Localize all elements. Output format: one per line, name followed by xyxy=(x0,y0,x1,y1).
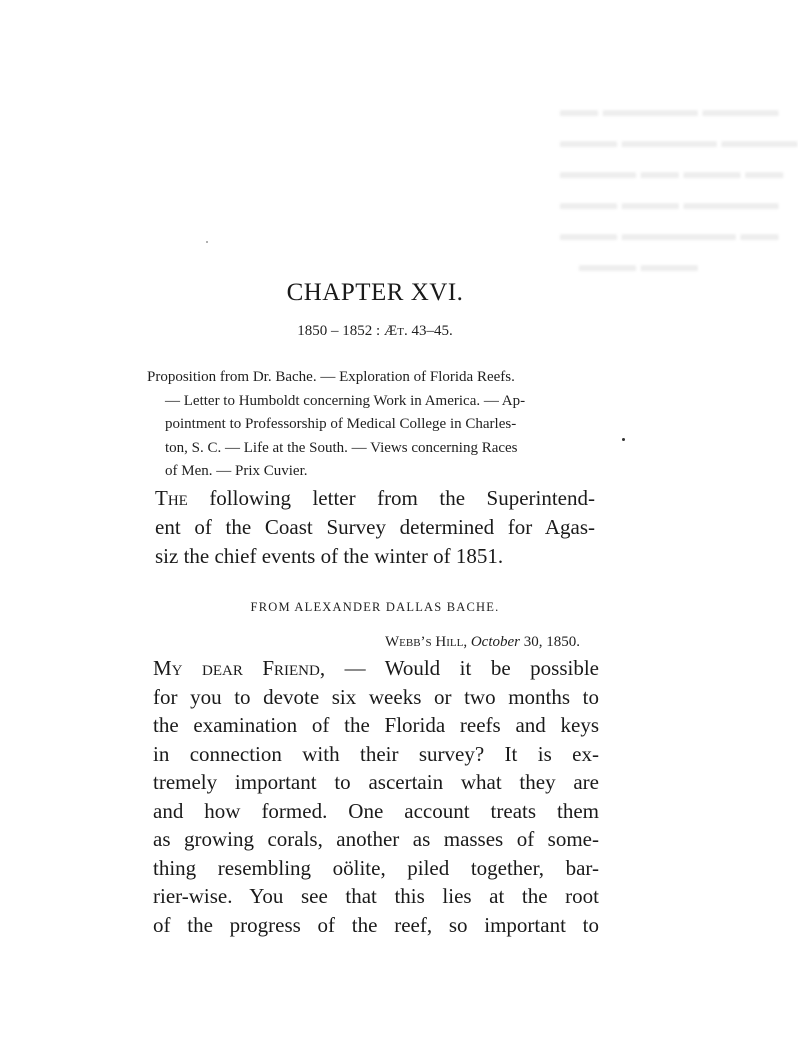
dates-aet: Æt. xyxy=(383,323,408,339)
letter-line: of the progress of the reef, so important to xyxy=(153,912,599,937)
letter-heading: FROM ALEXANDER DALLAS BACHE. xyxy=(250,600,500,614)
dates-years: 43–45. xyxy=(411,323,453,339)
letter-dateline xyxy=(310,634,580,651)
letter-body xyxy=(153,654,599,939)
letter-line: the examination of the Florida reefs and keys xyxy=(153,713,599,737)
dateline-day-year: 30, 1850. xyxy=(523,634,580,650)
letter-line: in connection with their survey? It is ex- xyxy=(153,741,599,766)
intro-line: siz the chief events of the winter of 1851. xyxy=(155,544,504,568)
intro-line-text: following letter from the Superintend- xyxy=(209,486,595,510)
letter-line: for you to devote six weeks or two months to xyxy=(153,684,599,709)
intro-paragraph xyxy=(155,484,595,571)
summary-line: pointment to Professorship of Medical College in Charles- xyxy=(165,416,517,432)
summary-line: Proposition from Dr. Bache. — Exploration of Florida Reefs. xyxy=(147,369,515,385)
chapter-title: CHAPTER XVI. xyxy=(286,279,464,306)
letter-line: tremely important to ascertain what they are xyxy=(153,770,599,794)
letter-line: as growing corals, another as masses of some- xyxy=(153,827,599,851)
intro-line xyxy=(155,484,595,513)
summary-line: — Letter to Humboldt concerning Work in America. — Ap- xyxy=(165,392,526,409)
letter-salutation: My dear Friend, xyxy=(153,656,326,680)
letter-line: thing resembling oölite, piled together, bar- xyxy=(153,855,599,880)
dates-prefix: 1850 – 1852 : xyxy=(297,323,381,339)
letter-line xyxy=(153,654,599,683)
letter-line: rier-wise. You see that this lies at the root xyxy=(153,884,599,908)
show-through-text: ▬▬ ▬▬▬▬▬ ▬▬▬▬ ▬▬▬ ▬▬▬▬▬ ▬▬▬▬ ▬▬▬▬ ▬▬ ▬▬▬ ▬▬ ▬▬▬ ▬▬▬ ▬▬▬▬▬ ▬▬▬ ▬▬▬▬▬▬ ▬▬ ▬▬▬ ▬▬▬ xyxy=(560,100,798,276)
print-speck xyxy=(206,241,208,243)
letter-line-text: — Would it be possible xyxy=(344,656,599,680)
intro-line: ent of the Coast Survey determined for Agas- xyxy=(155,515,595,539)
chapter-summary xyxy=(147,366,597,484)
print-speck xyxy=(622,438,625,441)
summary-line: of Men. — Prix Cuvier. xyxy=(165,463,308,479)
letter-line: and how formed. One account treats them xyxy=(153,798,599,823)
dateline-month: October xyxy=(470,634,520,650)
intro-first-word: The xyxy=(155,486,188,510)
summary-line: ton, S. C. — Life at the South. — Views concerning Races xyxy=(165,439,518,456)
dateline-place: Webb’s Hill, xyxy=(384,634,468,650)
chapter-dates xyxy=(0,323,750,340)
